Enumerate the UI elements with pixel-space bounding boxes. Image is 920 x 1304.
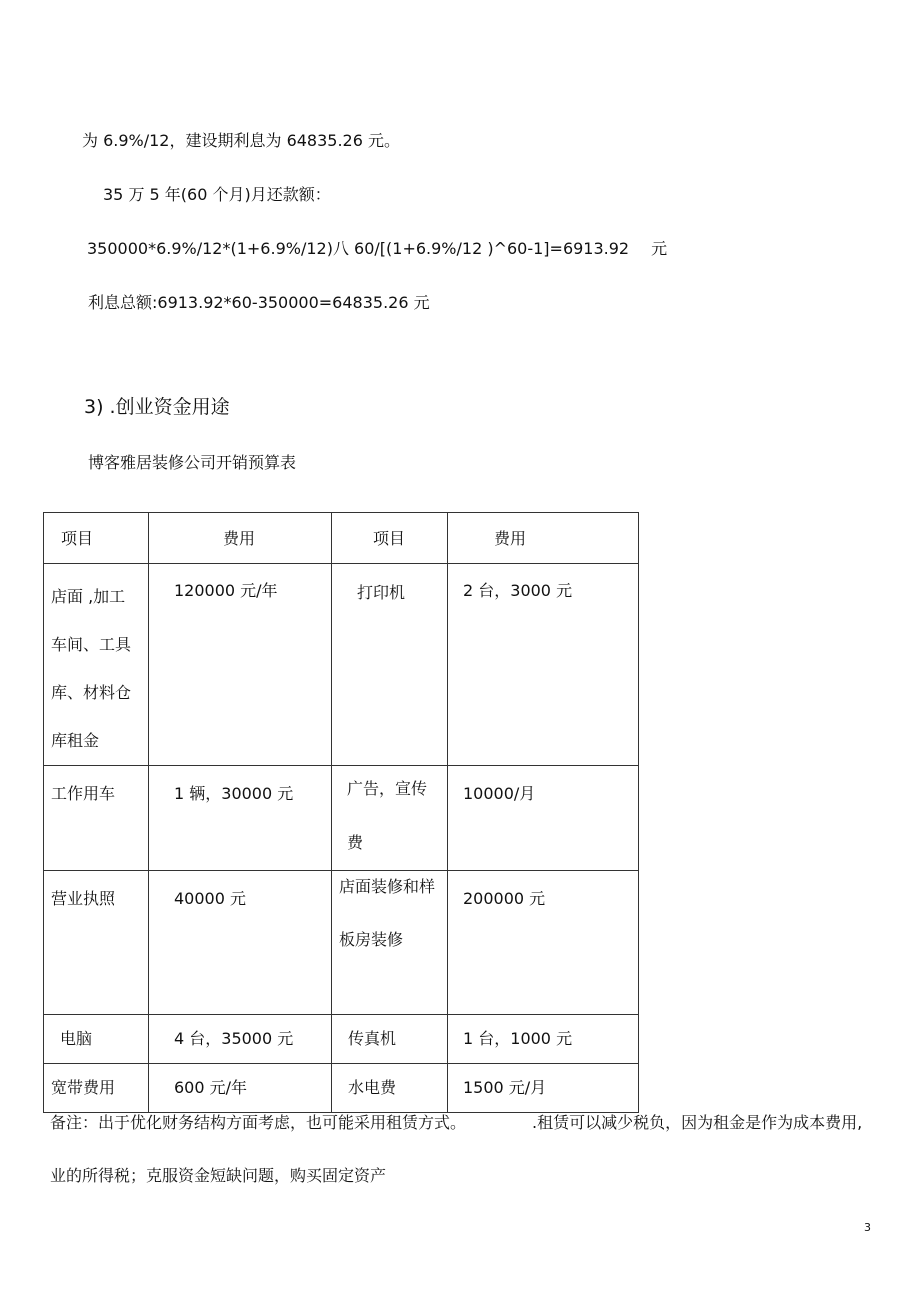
budget-table: [43, 512, 639, 1113]
table-cell: [149, 1064, 332, 1113]
row-item-2: 水电费: [348, 1078, 397, 1097]
table-row: [44, 1015, 639, 1064]
row-item-2: 店面装修和样板房装修: [339, 877, 436, 949]
table-cell: [448, 1015, 639, 1064]
table-row: [44, 1064, 639, 1113]
note-line-2: 业的所得税；克服资金短缺问题，购买固定资产: [50, 1166, 387, 1185]
section-heading: 3) .创业资金用途: [84, 396, 230, 418]
table-row: [44, 564, 639, 766]
table-cell: [44, 871, 149, 1015]
table-cell: [149, 564, 332, 766]
table-cell: [149, 766, 332, 871]
formula-unit: 元: [651, 239, 668, 258]
monthly-payment-label: 35 万 5 年(60 个月)月还款额：: [103, 185, 331, 204]
header-item-2: 项目: [373, 529, 406, 548]
header-cell: [44, 513, 149, 564]
table-cell: [332, 871, 448, 1015]
table-cell: [44, 1015, 149, 1064]
table-cell: [44, 766, 149, 871]
row-cost-1: 120000 元/年: [174, 581, 278, 600]
table-row: [44, 871, 639, 1015]
row-item-2: 传真机: [348, 1029, 397, 1048]
row-cost-1: 1 辆，30000 元: [174, 784, 294, 803]
row-cost-1: 4 台，35000 元: [174, 1029, 294, 1048]
table-row: [44, 766, 639, 871]
row-item-2: 打印机: [357, 583, 406, 602]
table-cell: [448, 766, 639, 871]
table-title: 博客雅居装修公司开销预算表: [88, 453, 297, 472]
table-cell: [332, 564, 448, 766]
row-cost-1: 40000 元: [174, 889, 246, 908]
monthly-payment-formula: [87, 239, 667, 259]
header-cell: [149, 513, 332, 564]
page-number: 3: [864, 1221, 871, 1234]
table-header-row: [44, 513, 639, 564]
header-cost-1: 费用: [223, 529, 256, 548]
row-item-1: 营业执照: [51, 889, 116, 908]
note-part-1: 备注：出于优化财务结构方面考虑，也可能采用租赁方式。: [50, 1113, 467, 1132]
table-cell: [332, 1015, 448, 1064]
row-cost-2: 1500 元/月: [463, 1078, 547, 1097]
row-cost-2: 200000 元: [463, 889, 546, 908]
table-cell: [149, 871, 332, 1015]
total-interest-line: 利息总额:6913.92*60-350000=64835.26 元: [88, 293, 430, 312]
table-cell: [448, 564, 639, 766]
row-cost-1: 600 元/年: [174, 1078, 248, 1097]
table-cell: [149, 1015, 332, 1064]
table-cell: [44, 1064, 149, 1113]
row-item-1: 工作用车: [51, 784, 116, 803]
header-cell: [448, 513, 639, 564]
table-cell: [44, 564, 149, 766]
row-item-1: 电脑: [60, 1029, 93, 1048]
table-cell: [448, 1064, 639, 1113]
row-item-1: 店面 ,加工 车间、工具 库、材料仓 库租金: [51, 587, 132, 750]
formula-text: 350000*6.9%/12*(1+6.9%/12)八 60/[(1+6.9%/12 )^60-1]=6913.92: [87, 239, 630, 258]
table-cell: [332, 766, 448, 871]
row-item-2: 广告，宣传费: [347, 779, 428, 852]
note-part-2: .租赁可以减少税负，因为租金是作为成本费用,: [532, 1113, 863, 1132]
row-item-1: 宽带费用: [51, 1078, 116, 1097]
header-cell: [332, 513, 448, 564]
header-cost-2: 费用: [494, 529, 527, 548]
row-cost-2: 1 台，1000 元: [463, 1029, 573, 1048]
table-cell: [448, 871, 639, 1015]
header-item-1: 项目: [61, 529, 94, 548]
row-cost-2: 10000/月: [463, 784, 536, 803]
table-cell: [332, 1064, 448, 1113]
row-cost-2: 2 台，3000 元: [463, 581, 573, 600]
interest-rate-line: 为 6.9%/12，建设期利息为 64835.26 元。: [82, 131, 401, 150]
